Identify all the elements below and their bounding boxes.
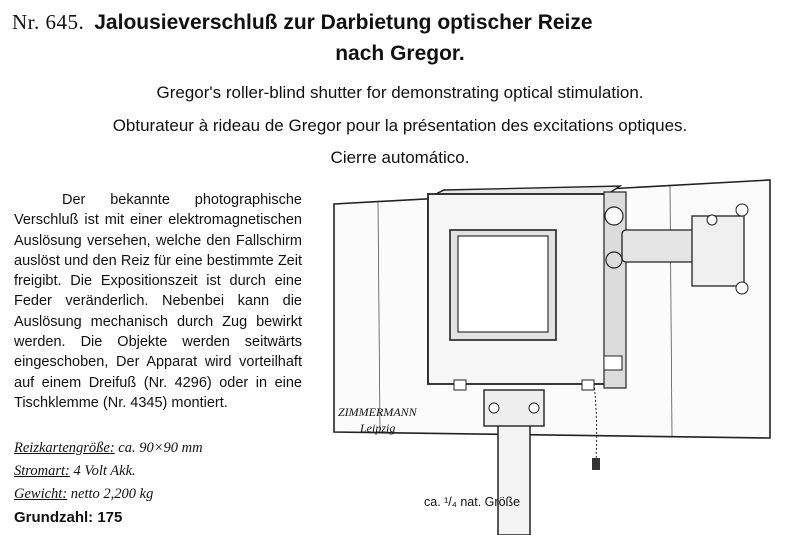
- spec-key: Reizkartengröße:: [14, 440, 115, 456]
- spec-value: netto 2,200 kg: [70, 486, 154, 502]
- title-line-1: [12, 10, 792, 35]
- base-number: Grundzahl: 175: [14, 509, 123, 526]
- scale-note: ca. ¹/₄ nat. Größe: [424, 495, 521, 509]
- spec-weight: [14, 486, 153, 503]
- shutter-apparatus-illustration: [318, 170, 800, 535]
- spec-current-type: [14, 463, 136, 480]
- spec-key: Gewicht:: [14, 486, 68, 502]
- subtitle-french: Obturateur à rideau de Gregor pour la présentation des excitations optiques.: [112, 116, 688, 135]
- subtitle-spanish: Cierre automático.: [330, 148, 470, 167]
- title-text: Jalousieverschluß zur Darbietung optischer Reize: [94, 11, 593, 34]
- maker-name: ZIMMERMANN: [338, 405, 417, 419]
- title-line-2: nach Gregor.: [335, 42, 465, 65]
- spec-card-size: [14, 440, 203, 457]
- description-paragraph: Der bekannte photographische Verschluß ist mit einer elektromagnetischen Auslösung versehen, welche den Fallschirm auslöst und den Reiz für eine bestimmte Zeit freigibt. Die Expositionszeit ist durch eine Feder veränderlich. Nebenbei kann die Auslösung mechanisch durch Zug bewirkt werden. Die Objekte werden seitwärts eingeschoben, Der Apparat wird vorteilhaft auf einem Dreifuß (Nr. 4296) oder in eine Tischklemme (Nr. 4345) montiert.: [14, 192, 302, 411]
- spec-value: ca. 90×90 mm: [118, 440, 203, 456]
- spec-key: Stromart:: [14, 463, 70, 479]
- maker-city: Leipzig: [360, 421, 396, 435]
- subtitle-english: Gregor's roller-blind shutter for demonstrating optical stimulation.: [156, 83, 644, 102]
- spec-value: 4 Volt Akk.: [73, 463, 136, 479]
- catalog-number: Nr. 645.: [12, 10, 85, 34]
